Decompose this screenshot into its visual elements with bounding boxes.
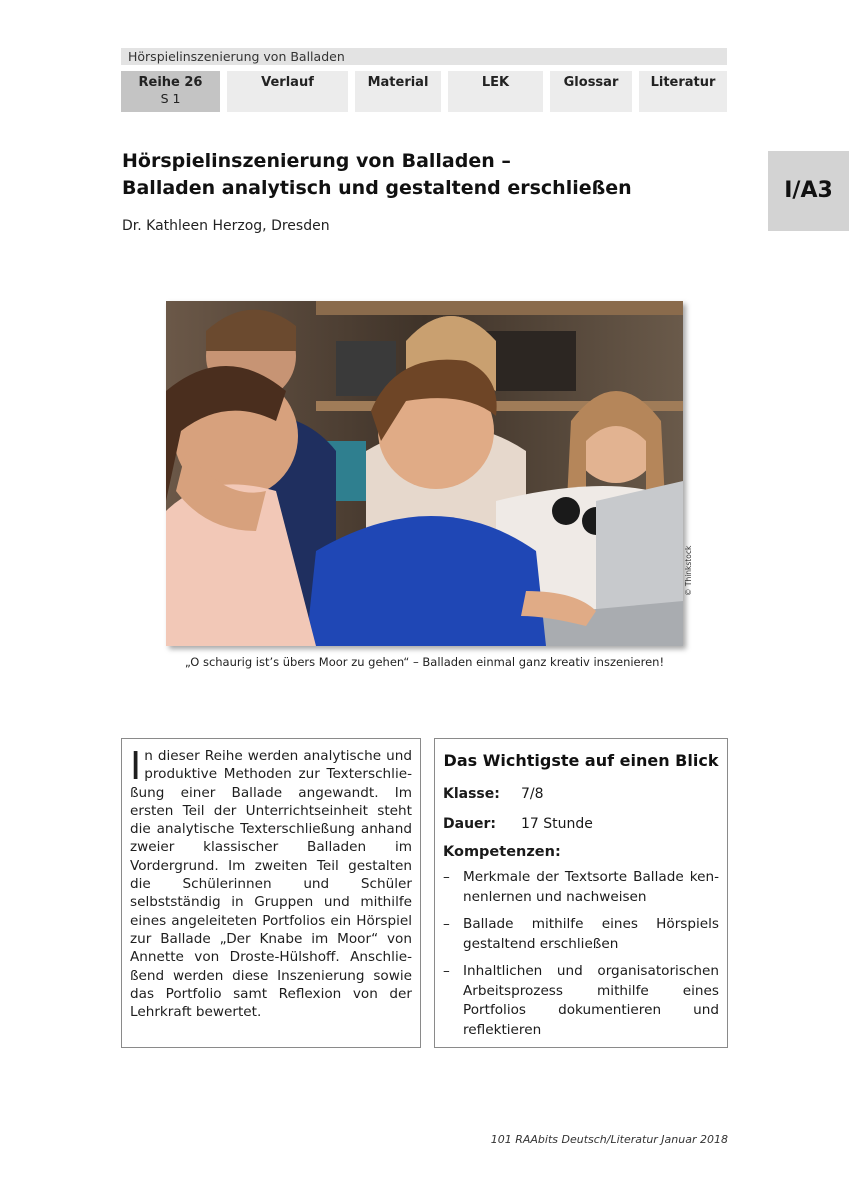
- klasse-row: [443, 786, 719, 802]
- tab-reihe[interactable]: [121, 71, 220, 112]
- series-title-bar: [121, 48, 727, 65]
- key-facts-title: Das Wichtigste auf einen Blick: [443, 751, 719, 770]
- klasse-value: 7/8: [521, 786, 544, 802]
- kompetenz-text: Merkmale der Textsorte Ballade kennenlernen und nachweisen: [463, 869, 719, 905]
- list-item: [443, 962, 719, 1040]
- intro-body: n dieser Reihe werden analytische und produktive Methoden zur Texterschließung einer Ballade angewandt. Im ersten Teil der Unterrichtseinheit steht die analytische Texterschließung anhand zweier klassischer Balladen im Vordergrund. Im zweiten Teil gestalten die Schülerinnen und Schüler selbstständig in Gruppen und mithilfe eines angeleiteten Portfolios ein Hörspiel zur Ballade „Der Knabe im Moor“ von Annette von Droste-Hülshoff. Anschließend werden diese Inszenierung sowie das Portfolio samt Reflexion von der Lehrkraft bewertet.: [130, 748, 412, 1021]
- author: Dr. Kathleen Herzog, Dresden: [122, 218, 330, 234]
- series-title: Hörspielinszenierung von Balladen: [128, 49, 345, 64]
- page-title-line-1: Hörspielinszenierung von Balladen –: [122, 150, 511, 172]
- dauer-label: Dauer:: [443, 816, 497, 832]
- tab-lek[interactable]: [448, 71, 543, 112]
- cover-photo: [166, 301, 683, 646]
- kompetenzen-list: [443, 868, 719, 1040]
- photo-caption: „O schaurig ist’s übers Moor zu gehen“ – Balladen einmal ganz kreativ inszenieren!: [184, 655, 665, 669]
- tab-reihe-label: Reihe 26: [138, 75, 203, 90]
- tab-literatur-label: Literatur: [650, 75, 716, 90]
- tab-reihe-page: S 1: [160, 91, 181, 106]
- tab-material[interactable]: [355, 71, 441, 112]
- intro-box: [121, 738, 421, 1048]
- intro-dropcap: I: [130, 744, 142, 788]
- tab-lek-label: LEK: [481, 75, 510, 90]
- footer: 101 RAAbits Deutsch/Literatur Januar 2018: [490, 1133, 728, 1146]
- dauer-value: 17 Stunde: [521, 816, 593, 832]
- tab-literatur[interactable]: [639, 71, 727, 112]
- intro-text: [130, 744, 412, 1021]
- photo-credit: © Thinkstock: [684, 545, 693, 596]
- page-title: [122, 148, 742, 202]
- tab-material-label: Material: [367, 75, 429, 90]
- tab-verlauf[interactable]: [227, 71, 348, 112]
- list-dash: –: [443, 869, 450, 885]
- list-dash: –: [443, 963, 450, 979]
- section-tag: I/A3: [768, 151, 849, 231]
- page-title-line-2: Balladen analytisch und gestaltend erschließen: [122, 177, 632, 199]
- kompetenz-text: Inhaltlichen und organisatorischen Arbeitsprozess mithilfe eines Portfolios dokumentieren und reflektieren: [463, 963, 719, 1038]
- list-item: [443, 915, 719, 954]
- kompetenzen-title: Kompetenzen:: [443, 844, 561, 860]
- tab-glossar-label: Glossar: [563, 75, 619, 90]
- list-item: [443, 868, 719, 907]
- key-facts-box: [434, 738, 728, 1048]
- dauer-row: [443, 816, 719, 832]
- kompetenz-text: Ballade mithilfe eines Hörspiels gestaltend erschließen: [463, 916, 719, 952]
- tab-verlauf-label: Verlauf: [261, 75, 314, 90]
- list-dash: –: [443, 916, 450, 932]
- tab-glossar[interactable]: [550, 71, 632, 112]
- klasse-label: Klasse:: [443, 786, 500, 802]
